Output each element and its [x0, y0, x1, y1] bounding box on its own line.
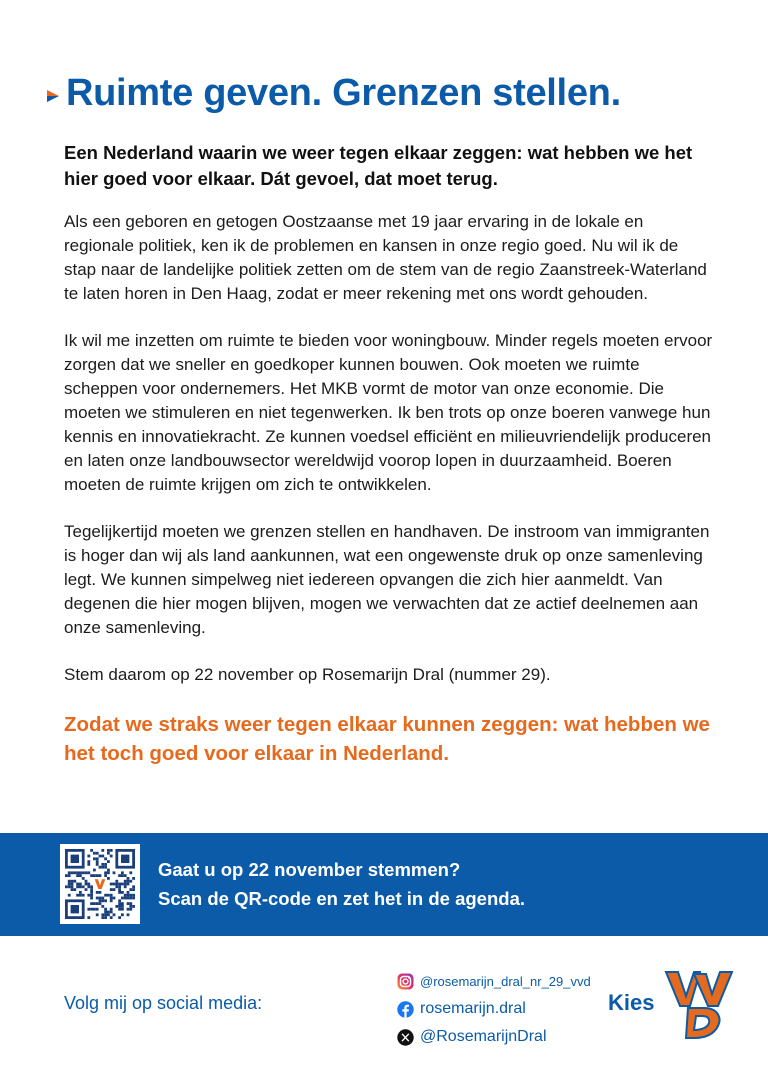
banner-text: [158, 855, 525, 913]
facebook-link[interactable]: [396, 995, 591, 1023]
x-link[interactable]: [396, 1023, 591, 1051]
paragraph-2: Ik wil me inzetten om ruimte te bieden voor woningbouw. Minder regels moeten ervoor zorgen dat we sneller en goedkoper kunnen bouwen. Ook moeten we ruimte scheppen voor ondernemers. Het MKB vormt de motor van onze economie. Die moeten we stimuleren en niet tegenwerken. Ik ben trots op onze boeren vanwege hun kennis en innovatiekracht. Ze kunnen voedsel efficiënt en milieuvriendelijk produceren en laten onze landbouwsector wereldwijd voorop lopen in duurzaamheid. Boeren moeten de ruimte krijgen om zich te ontwikkelen.: [64, 331, 713, 494]
social-label: Volg mij op social media:: [64, 993, 263, 1013]
banner-line-1: Gaat u op 22 november stemmen?: [158, 859, 461, 880]
instagram-icon: [396, 972, 414, 990]
instagram-handle: @rosemarijn_dral_nr_29_vvd: [420, 973, 591, 989]
x-handle: @RosemarijnDral: [420, 1028, 547, 1045]
vote-banner: [0, 833, 768, 936]
vvd-logo-mark-icon: [664, 968, 736, 1040]
instagram-link[interactable]: [396, 967, 591, 995]
headline-row: [44, 72, 621, 115]
qr-code[interactable]: [60, 844, 140, 924]
logo-kies-text: Kies: [608, 990, 655, 1015]
qr-code-icon: [65, 849, 135, 919]
vvd-logo: [608, 968, 738, 1042]
article-body: [64, 140, 714, 768]
arrow-bullet-icon: [44, 86, 64, 106]
x-icon: [396, 1028, 414, 1046]
facebook-icon: [396, 1000, 414, 1018]
social-list: [396, 967, 591, 1051]
banner-line-2: Scan de QR-code en zet het in de agenda.: [158, 888, 525, 909]
paragraph-3: Tegelijkertijd moeten we grenzen stellen en handhaven. De instroom van immigranten is hoger dan wij als land aankunnen, wat een ongewenste druk op onze samenleving legt. We kunnen simpelweg niet iedereen opvangen die zich hier aanmeldt. Van degenen die hier mogen blijven, mogen we verwachten dat ze actief deelnemen aan onze samenleving.: [64, 522, 710, 637]
closing-statement: Zodat we straks weer tegen elkaar kunnen zeggen: wat hebben we het toch goed voor elkaar in Nederland.: [64, 713, 710, 765]
paragraph-4: Stem daarom op 22 november op Rosemarijn Dral (nummer 29).: [64, 665, 551, 684]
page-title: Ruimte geven. Grenzen stellen.: [66, 72, 621, 114]
paragraph-1: Als een geboren en getogen Oostzaanse met 19 jaar ervaring in de lokale en regionale politiek, ken ik de problemen en kansen in onze regio goed. Nu wil ik de stap naar de landelijke politiek zetten om de stem van de regio Zaanstreek-Waterland te laten horen in Den Haag, zodat er meer rekening met ons wordt gehouden.: [64, 212, 707, 303]
intro-text: Een Nederland waarin we weer tegen elkaar zeggen: wat hebben we het hier goed voor elkaar. Dát gevoel, dat moet terug.: [64, 142, 693, 189]
facebook-handle: rosemarijn.dral: [420, 1000, 526, 1017]
